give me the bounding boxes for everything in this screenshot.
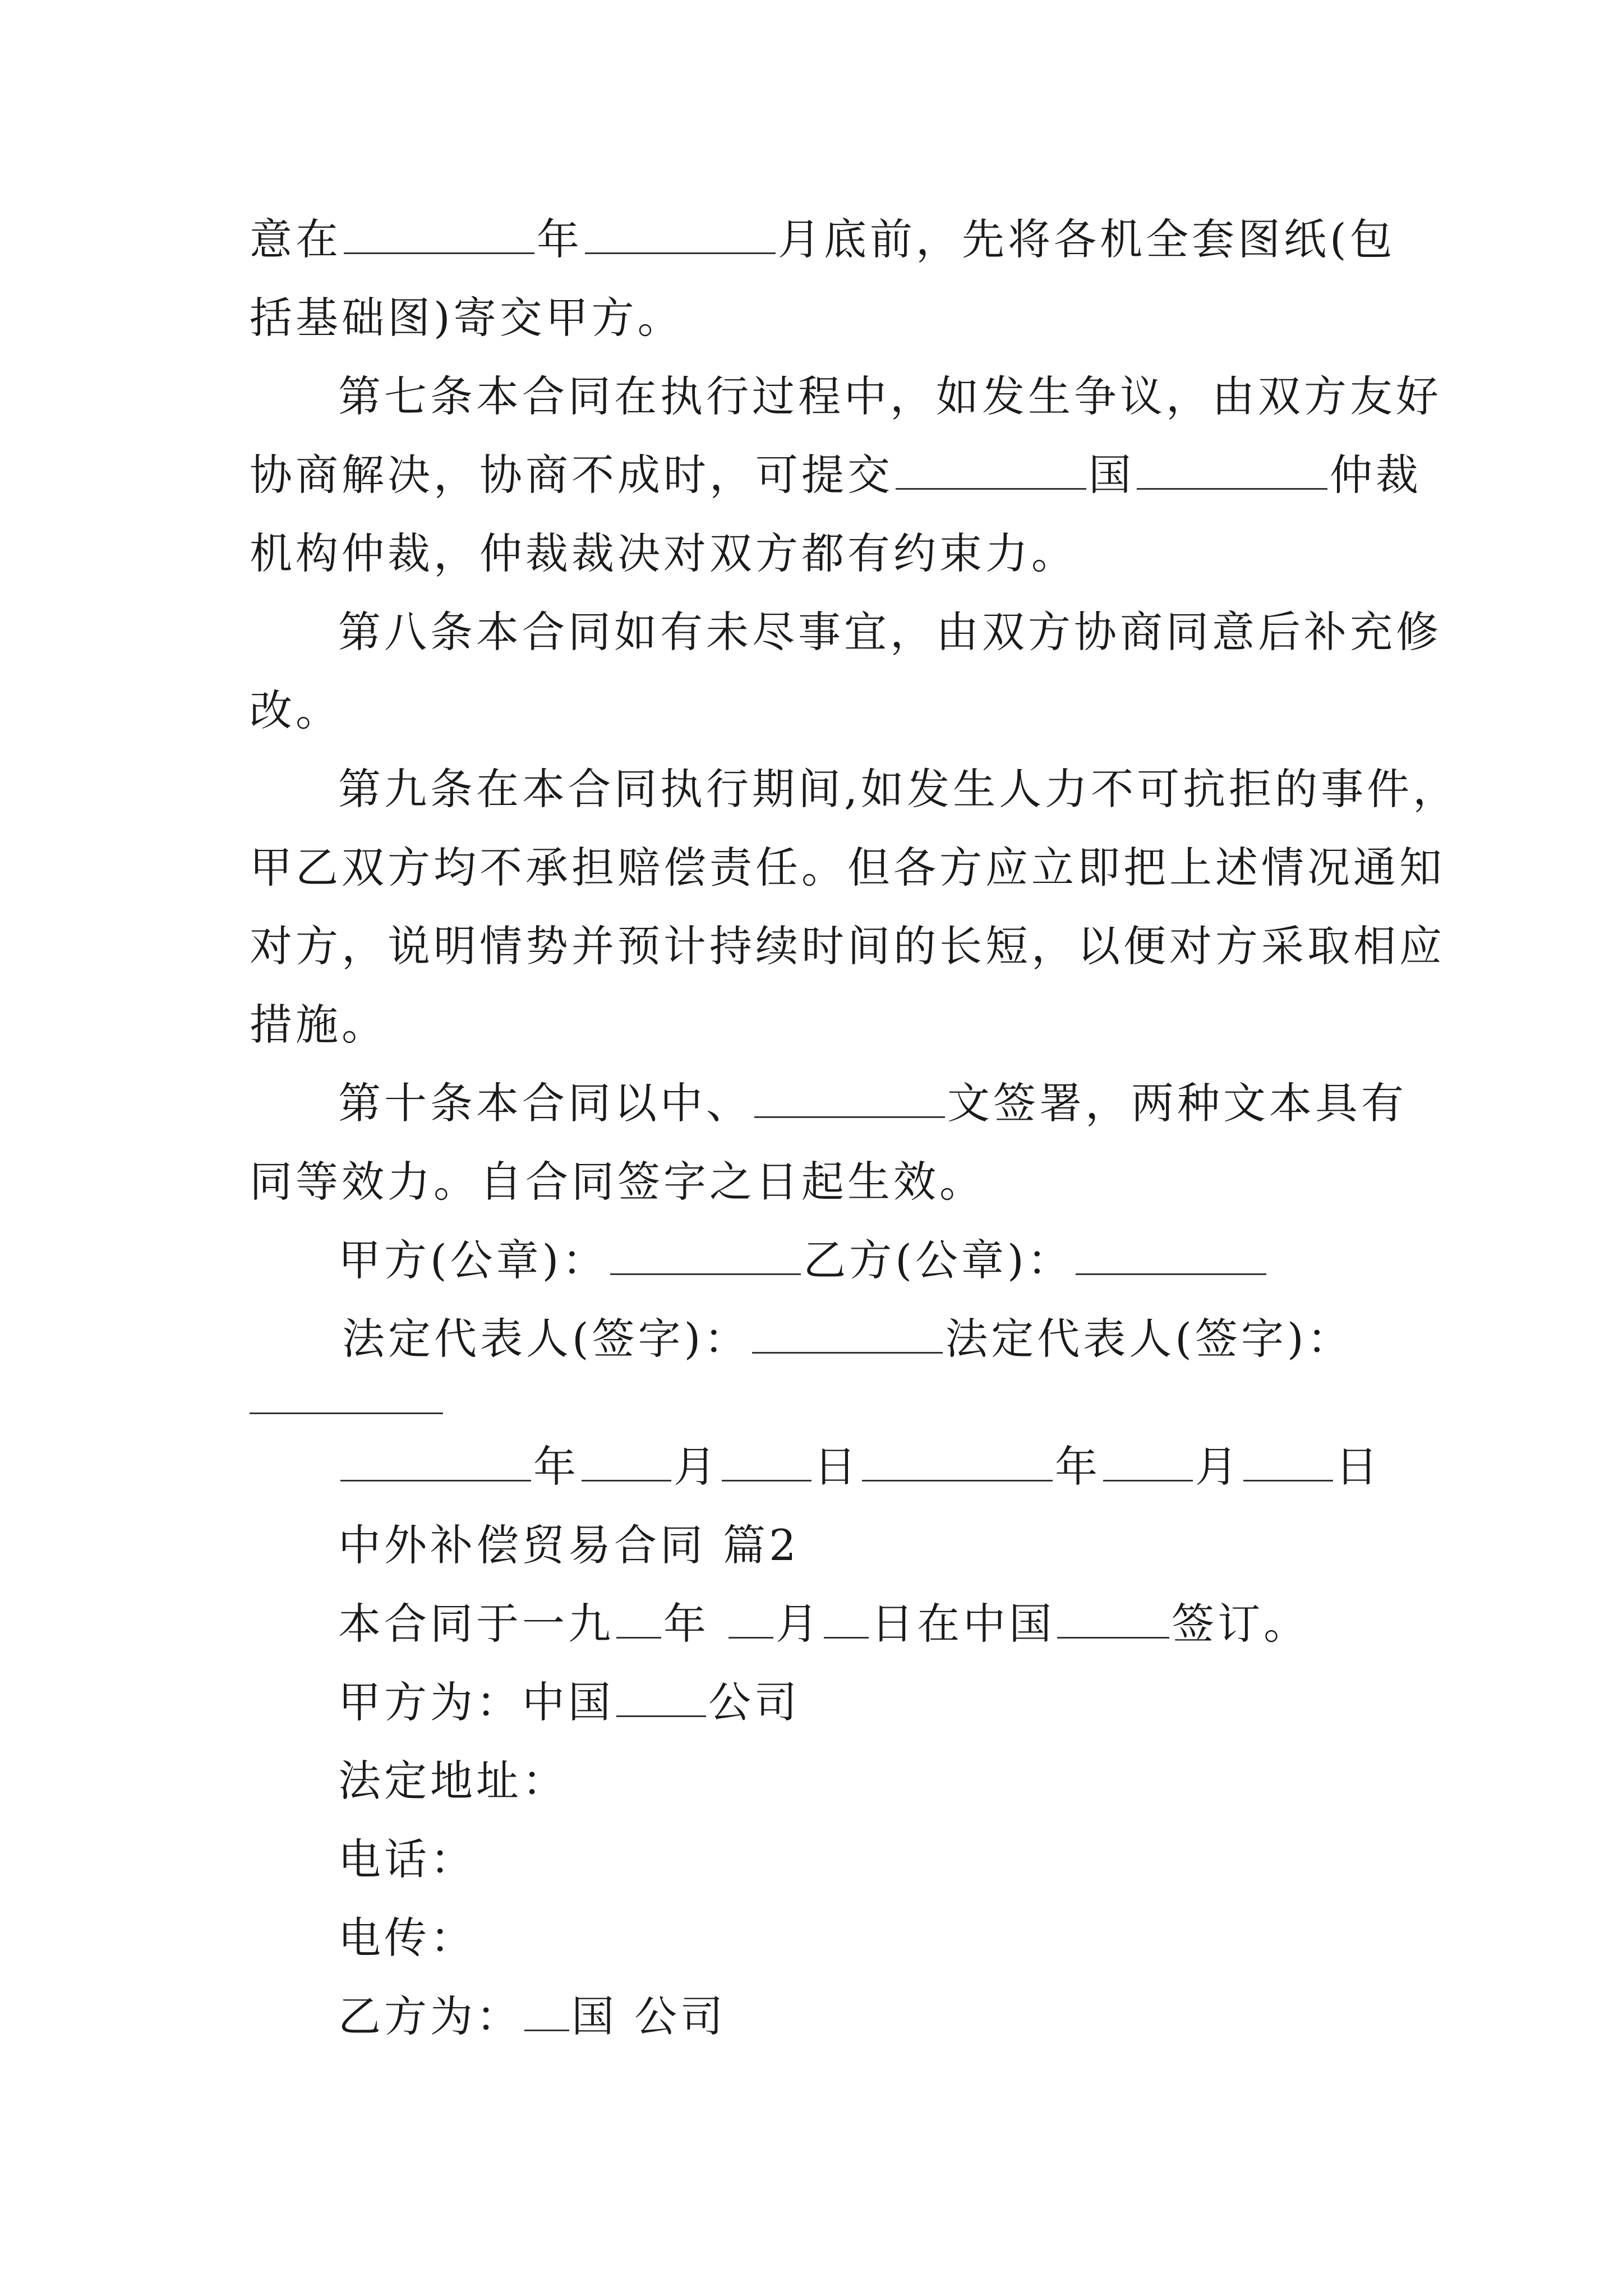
address-label: 法定地址： bbox=[338, 1756, 568, 1806]
text-segment: 第十条本合同以中、 bbox=[338, 1078, 752, 1128]
article-7-line: 第七条本合同在执行过程中，如发生争议，由双方友好 bbox=[338, 371, 1442, 421]
article-10-line bbox=[338, 1078, 1407, 1129]
text-segment: 意在 bbox=[250, 214, 342, 264]
article-7-line: 机构仲裁，仲裁裁决对双方都有约束力。 bbox=[250, 528, 1077, 578]
representative-line bbox=[342, 1314, 1353, 1364]
fill-in-blank bbox=[340, 1445, 531, 1481]
fill-in-blank bbox=[1076, 1239, 1266, 1275]
text-segment: 乙方为： bbox=[338, 1991, 522, 2041]
month-label: 月 bbox=[1195, 1442, 1241, 1492]
fill-in-blank bbox=[524, 1995, 569, 2031]
paragraph-line: 括基础图)寄交甲方。 bbox=[250, 293, 684, 343]
article-9-line: 甲乙双方均不承担赔偿责任。但各方应立即把上述情况通知 bbox=[250, 843, 1445, 892]
article-9-line: 措施。 bbox=[250, 1000, 388, 1050]
party-a-rep-label: 法定代表人(签字)： bbox=[342, 1314, 750, 1364]
fill-in-blank bbox=[1137, 453, 1327, 490]
article-9-line: 对方，说明情势并预计持续时间的长短，以便对方采取相应 bbox=[250, 921, 1445, 971]
day-label: 日 bbox=[1335, 1442, 1381, 1492]
fill-in-blank bbox=[1103, 1445, 1193, 1481]
year-label: 年 bbox=[533, 1442, 579, 1492]
fill-in-blank bbox=[754, 1082, 945, 1118]
text-segment: 日在中国 bbox=[871, 1599, 1055, 1649]
fill-in-blank bbox=[344, 218, 534, 254]
article-7-line bbox=[250, 450, 1422, 500]
section-title: 中外补偿贸易合同 篇2 bbox=[338, 1520, 800, 1570]
fill-in-blank bbox=[585, 218, 776, 254]
fill-in-blank bbox=[582, 1445, 671, 1481]
text-segment: 协商解决，协商不成时，可提交 bbox=[250, 450, 893, 500]
year-label: 年 bbox=[1055, 1442, 1101, 1492]
text-segment: 年 bbox=[537, 214, 583, 264]
fill-in-blank bbox=[824, 1602, 869, 1639]
text-segment: 月 bbox=[776, 1599, 822, 1649]
fill-in-blank bbox=[722, 1445, 811, 1481]
fill-in-blank bbox=[616, 1602, 661, 1639]
text-segment: 年 bbox=[663, 1599, 709, 1649]
fill-in-blank bbox=[610, 1239, 801, 1275]
contract-date-line bbox=[338, 1599, 1310, 1649]
party-a-line bbox=[338, 1677, 800, 1728]
fill-in-blank bbox=[862, 1445, 1053, 1481]
text-segment: 签订。 bbox=[1172, 1599, 1310, 1649]
party-a-seal-label: 甲方(公章)： bbox=[338, 1235, 608, 1285]
party-b-rep-label: 法定代表人(签字)： bbox=[945, 1314, 1353, 1364]
phone-label: 电话： bbox=[338, 1834, 476, 1884]
text-segment: 本合同于一九 bbox=[338, 1599, 614, 1649]
date-line bbox=[338, 1442, 1381, 1492]
month-label: 月 bbox=[674, 1442, 720, 1492]
fill-in-blank bbox=[752, 1317, 943, 1354]
paragraph-line bbox=[250, 214, 1396, 265]
fill-in-blank bbox=[1243, 1445, 1333, 1481]
telex-label: 电传： bbox=[338, 1913, 476, 1963]
day-label: 日 bbox=[814, 1442, 860, 1492]
text-segment: 公司 bbox=[708, 1677, 800, 1727]
article-9-line: 第九条在本合同执行期间,如发生人力不可抗拒的事件， bbox=[338, 764, 1459, 814]
fill-in-blank bbox=[728, 1602, 773, 1639]
fill-in-blank bbox=[896, 453, 1086, 490]
party-b-line bbox=[338, 1991, 726, 2042]
article-8-line: 第八条本合同如有未尽事宜，由双方协商同意后补充修 bbox=[338, 607, 1442, 657]
article-8-line: 改。 bbox=[250, 685, 342, 735]
party-b-seal-label: 乙方(公章)： bbox=[803, 1235, 1073, 1285]
fill-in-blank bbox=[250, 1412, 443, 1414]
fill-in-blank bbox=[616, 1681, 706, 1717]
text-segment: 仲裁 bbox=[1330, 450, 1422, 500]
text-segment: 文签署，两种文本具有 bbox=[947, 1078, 1407, 1128]
text-segment: 甲方为：中国 bbox=[338, 1677, 614, 1727]
text-segment: 月底前，先将各机全套图纸(包 bbox=[778, 214, 1396, 264]
fill-in-blank bbox=[1057, 1602, 1169, 1639]
article-10-line: 同等效力。自合同签字之日起生效。 bbox=[250, 1157, 985, 1207]
seal-line bbox=[338, 1235, 1269, 1286]
text-segment: 国 bbox=[1089, 450, 1135, 500]
text-segment: 国 公司 bbox=[571, 1991, 727, 2041]
